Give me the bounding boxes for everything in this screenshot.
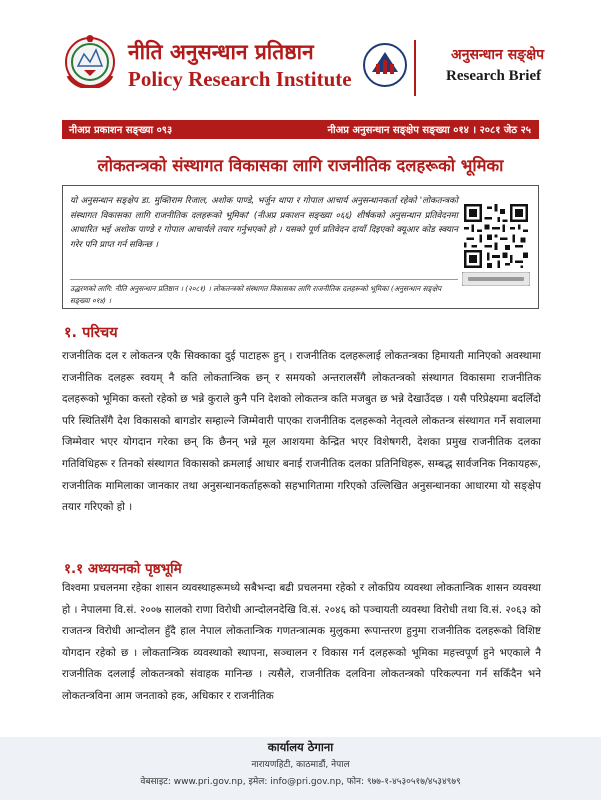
- brief-type-english: Research Brief: [446, 68, 542, 84]
- footer-address: नारायणहिटी, काठमाडौं, नेपाल: [251, 760, 350, 770]
- brief-number-date: नीअप्र अनुसन्धान सङ्क्षेप सङ्ख्या ०१४ । २०८१ जेठ २५: [327, 125, 531, 136]
- qr-caption-graphic: [462, 272, 530, 286]
- citation-text: उद्धरणको लागि: नीति अनुसन्धान प्रतिष्ठान । (२०८१) । लोकतन्त्रको संस्थागत विकासका लागि राजनीतिक दलहरूको भूमिका (अनुसन्धान सङ्क्षेप सङ्ख्या ०१४) ।: [70, 279, 458, 306]
- header: [0, 0, 601, 116]
- government-emblem-icon: [62, 32, 118, 88]
- document-title: लोकतन्त्रको संस्थागत विकासका लागि राजनीतिक दलहरूको भूमिका: [97, 156, 504, 175]
- org-name-english: Policy Research Institute: [128, 67, 352, 91]
- brief-type-nepali: अनुसन्धान सङ्क्षेप: [451, 47, 545, 63]
- footer: [0, 737, 601, 800]
- publication-number: नीअप्र प्रकाशन सङ्ख्या ०९३: [69, 125, 173, 136]
- publication-bar: [62, 120, 539, 139]
- background-paragraph: विश्वमा प्रचलनमा रहेका शासन व्यवस्थाहरूमध्ये सबैभन्दा बढी प्रचलनमा रहेको र लोकप्रिय व्यवस्था लोकतान्त्रिक शासन व्यवस्था हो । नेपालमा वि.सं. २००७ सालको राणा विरोधी आन्दोलनदेखि वि.सं. २०४६ को पञ्चायती व्यवस्था विरोधी तथा वि.सं. २०६३ को राजतन्त्र विरोधी आन्दोलन हुँदै हाल नेपाल लोकतान्त्रिक गणतन्त्रात्मक मुलुकमा रूपान्तरण हुनुमा राजनीतिक दलहरूको विशिष्ट योगदान रहेको छ । लोकतान्त्रिक व्यवस्थाको स्थापना, सञ्चालन र विकास गर्न दलहरूको भूमिका महत्त्वपूर्ण हुने भएकाले नै राजनीतिक दललाई लोकतन्त्रको संवाहक मानिन्छ । त्यसैले, राजनीतिक दलविना लोकतन्त्रको परिकल्पना गर्न सकिँदैन भने लोकतन्त्रविना आम जनताको हक, अधिकार र राजनीतिक: [62, 582, 541, 702]
- section-heading-introduction: १. परिचय: [64, 325, 118, 341]
- summary-box: [62, 185, 539, 309]
- summary-text: यो अनुसन्धान सङ्क्षेप डा. मुक्तिराम रिजाल, अशोक पाण्डे, भर्जुन थापा र गोपाल आचार्य अनुसन्धानकर्ता रहेको 'लोकतन्त्रको संस्थागत विकासका लागि राजनीतिक दलहरूको भूमिका' (नीअप्र प्रकाशन सङ्ख्या ०६६) शीर्षकको अनुसन्धान प्रतिवेदनमा आधारित भई अशोक पाण्डे र गोपाल आचार्यले तयार गर्नुभएको हो । यसको पूर्ण प्रतिवेदन दायाँ दिइएको क्यूआर कोड स्क्यान गरेर पनि प्राप्त गर्न सकिन्छ ।: [70, 196, 458, 250]
- header-divider: [414, 40, 416, 96]
- footer-title: कार्यालय ठेगाना: [267, 740, 334, 754]
- section-heading-background: १.१ अध्ययनको पृष्ठभूमि: [64, 561, 182, 577]
- qr-code-icon[interactable]: [464, 204, 528, 268]
- introduction-paragraph: राजनीतिक दल र लोकतन्त्र एकै सिक्काका दुई पाटाहरू हुन् । राजनीतिक दलहरूलाई लोकतन्त्रका हिमायती मानिएको अवस्थामा राजनीतिक दलहरू स्वयम् नै कति लोकतान्त्रिक छन् र समयको अन्तरालसँगै लोकतन्त्रको संस्थागत विकासमा राजनीतिक दलहरूको भूमिका कस्तो रहेको छ भन्ने कुराले कुनै पनि देशको लोकतन्त्र कति मजबुत छ भन्ने देखाउँदछ । यसै परिप्रेक्ष्यमा बदलिँदो परि स्थितिसँगै देश विकासको बागडोर सम्हाल्ने जिम्मेवारी पाएका राजनीतिक दलहरूको नेतृत्वले लोकतन्त्र संस्थागत गर्ने सवालमा जिम्मेवार भएर योगदान गरेका छन् कि छैनन् भन्ने मूल आशयमा केन्द्रित भएर विशेषगरी, देशका प्रमुख राजनीतिक दलका गतिविधिहरू र तिनको संस्थागत विकासको क्रमलाई आधार बनाई राजनीतिक दलका प्रतिनिधिहरू, सम्बद्ध सार्वजनिक निकायहरू, राजनीतिक मामिलाका जानकार तथा अनुसन्धानकर्ताहरूको सहभागितामा गरिएको उल्लिखित अनुसन्धानका आधारमा यो सङ्क्षेप तयार गरिएको हो ।: [62, 350, 541, 514]
- org-name-nepali: नीति अनुसन्धान प्रतिष्ठान: [128, 40, 314, 64]
- footer-contact: वेबसाइट: www.pri.gov.np, इमेल: info@pri.gov.np, फोन: ९७७-१-४५३०५१७/४५३४९७९: [140, 777, 461, 787]
- pri-logo-icon: [362, 42, 408, 88]
